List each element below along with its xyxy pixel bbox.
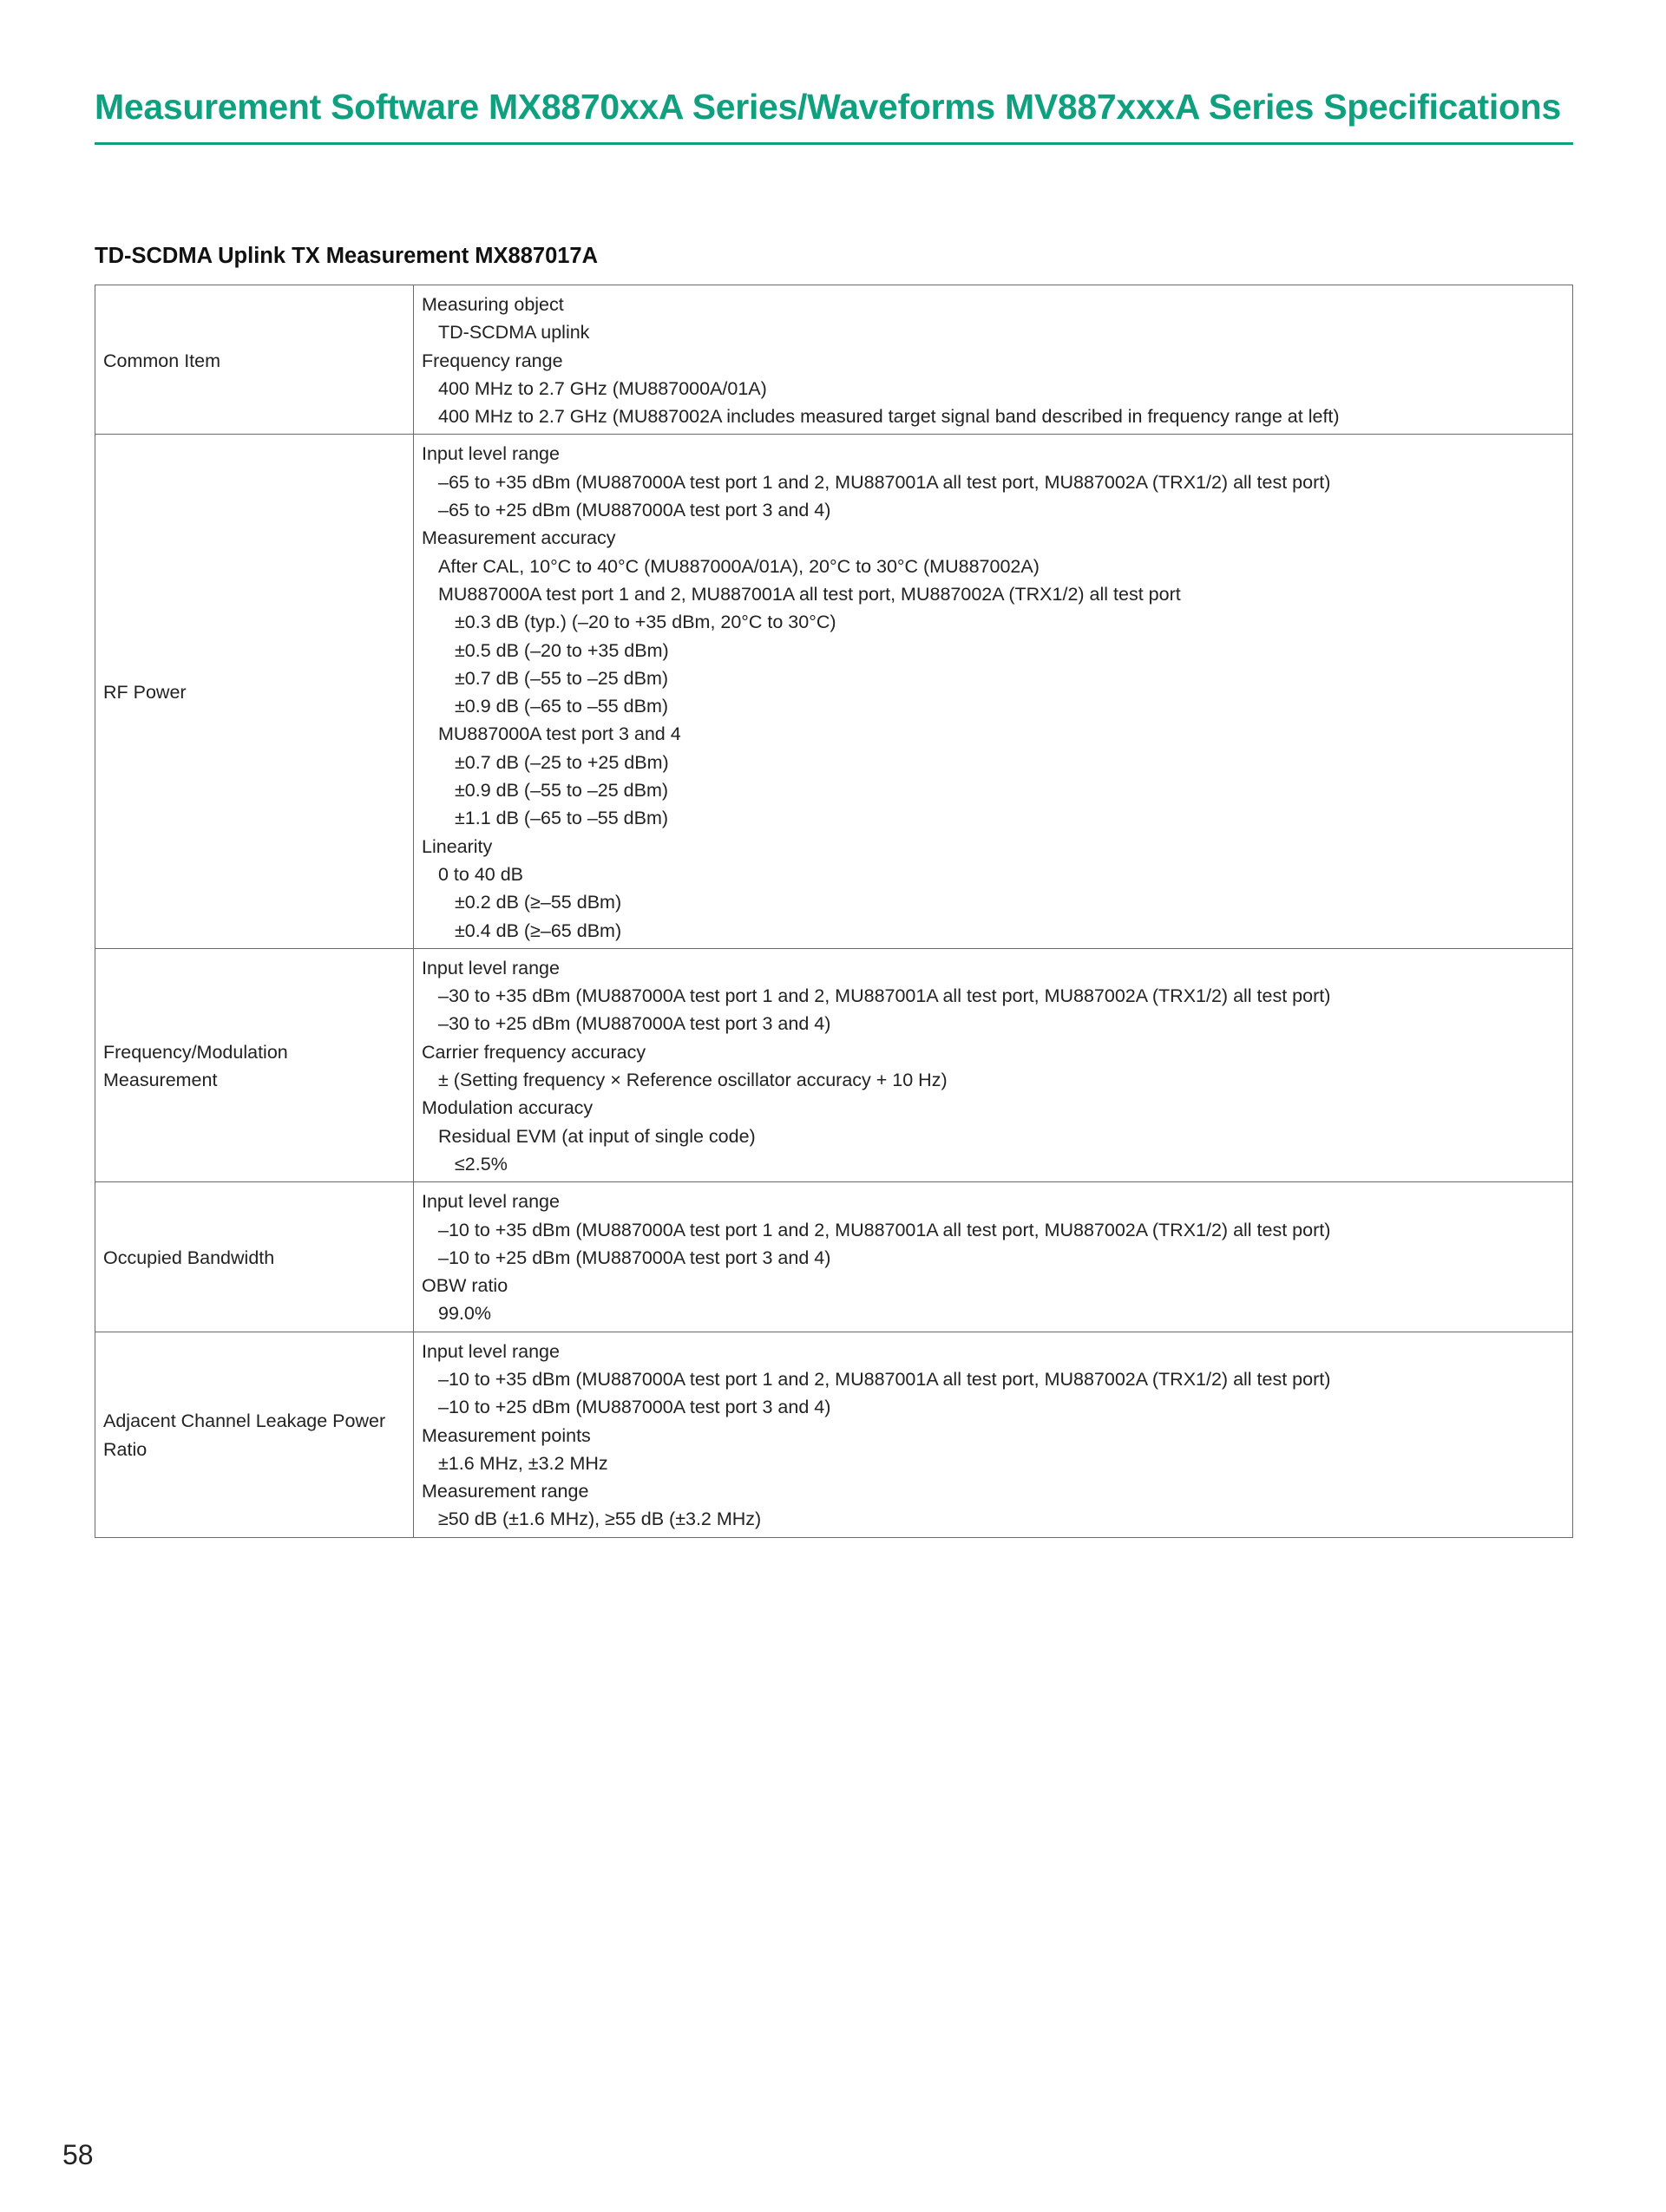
spec-value: ±1.6 MHz, ±3.2 MHz (438, 1452, 608, 1474)
table-row (95, 435, 1573, 948)
section-title: TD-SCDMA Uplink TX Measurement MX887017A (95, 244, 599, 268)
table-row (95, 285, 1573, 435)
table-row (95, 1182, 1573, 1332)
spec-value: –10 to +35 dBm (MU887000A test port 1 and 2, MU887001A all test port, MU887002A (TRX1/2) all test port) (438, 1368, 1331, 1390)
row-label: Adjacent Channel Leakage Power (103, 1410, 386, 1432)
row-spec-cell (414, 1332, 1573, 1537)
row-label-cell (95, 948, 414, 1181)
spec-heading: Input level range (422, 1191, 560, 1213)
spec-value: ±0.9 dB (–65 to –55 dBm) (455, 696, 669, 717)
spec-heading: Input level range (422, 957, 560, 978)
row-spec-cell (414, 948, 1573, 1181)
spec-value: ±0.3 dB (typ.) (–20 to +35 dBm, 20°C to 30°C) (455, 612, 836, 633)
spec-value: MU887000A test port 1 and 2, MU887001A all test port, MU887002A (TRX1/2) all test port (438, 583, 1181, 605)
spec-value: ±0.7 dB (–25 to +25 dBm) (455, 751, 669, 773)
row-label: Measurement (103, 1070, 218, 1091)
spec-value: ≥50 dB (±1.6 MHz), ≥55 dB (±3.2 MHz) (438, 1508, 762, 1530)
row-spec-cell (414, 435, 1573, 948)
spec-heading: Linearity (422, 835, 493, 857)
spec-value: ≤2.5% (455, 1153, 508, 1175)
spec-table (95, 285, 1573, 1538)
row-label-cell (95, 285, 414, 435)
row-label: Occupied Bandwidth (103, 1247, 275, 1268)
spec-value: ±0.5 dB (–20 to +35 dBm) (455, 639, 669, 661)
spec-value: ± (Setting frequency × Reference oscillator accuracy + 10 Hz) (438, 1070, 948, 1091)
row-label: Ratio (103, 1438, 148, 1460)
spec-value: 99.0% (438, 1303, 491, 1325)
spec-heading: Modulation accuracy (422, 1097, 594, 1119)
row-spec-cell (414, 1182, 1573, 1332)
row-label-cell (95, 435, 414, 948)
spec-value: ±0.9 dB (–55 to –25 dBm) (455, 780, 669, 802)
spec-heading: OBW ratio (422, 1275, 508, 1297)
spec-value: –30 to +25 dBm (MU887000A test port 3 and 4) (438, 1013, 831, 1035)
spec-value: Residual EVM (at input of single code) (438, 1125, 756, 1147)
spec-value: ±0.7 dB (–55 to –25 dBm) (455, 667, 669, 689)
spec-value: 400 MHz to 2.7 GHz (MU887000A/01A) (438, 377, 767, 399)
spec-value: –10 to +25 dBm (MU887000A test port 3 and 4) (438, 1247, 831, 1268)
spec-heading: Measurement range (422, 1481, 589, 1502)
spec-value: ±1.1 dB (–65 to –55 dBm) (455, 808, 669, 829)
row-label: RF Power (103, 682, 187, 703)
spec-value: 0 to 40 dB (438, 863, 524, 885)
row-label-cell (95, 1332, 414, 1537)
row-label: Common Item (103, 350, 221, 371)
spec-heading: Input level range (422, 1340, 560, 1362)
row-label-cell (95, 1182, 414, 1332)
spec-value: MU887000A test port 3 and 4 (438, 723, 681, 745)
spec-value: –10 to +25 dBm (MU887000A test port 3 and 4) (438, 1397, 831, 1418)
spec-heading: Measuring object (422, 294, 564, 315)
table-row (95, 1332, 1573, 1537)
spec-heading: Carrier frequency accuracy (422, 1041, 646, 1063)
title-divider (95, 142, 1573, 145)
spec-value: –65 to +35 dBm (MU887000A test port 1 and 2, MU887001A all test port, MU887002A (TRX1/2) all test port) (438, 471, 1331, 493)
spec-value: 400 MHz to 2.7 GHz (MU887002A includes measured target signal band described in frequency range at left) (438, 406, 1340, 428)
table-row (95, 948, 1573, 1181)
page-title: Measurement Software MX8870xxA Series/Waveforms MV887xxxA Series Specifications (95, 87, 1561, 127)
spec-value: ±0.4 dB (≥–65 dBm) (455, 919, 622, 941)
spec-value: TD-SCDMA uplink (438, 322, 590, 344)
spec-table-body (95, 285, 1573, 1538)
spec-heading: Frequency range (422, 350, 563, 371)
spec-value: –65 to +25 dBm (MU887000A test port 3 and 4) (438, 500, 831, 521)
spec-heading: Input level range (422, 443, 560, 465)
spec-value: –30 to +35 dBm (MU887000A test port 1 and 2, MU887001A all test port, MU887002A (TRX1/2) all test port) (438, 985, 1331, 1007)
row-spec-cell (414, 285, 1573, 435)
spec-value: After CAL, 10°C to 40°C (MU887000A/01A), 20°C to 30°C (MU887002A) (438, 555, 1040, 577)
row-label: Frequency/Modulation (103, 1041, 288, 1063)
spec-heading: Measurement accuracy (422, 527, 616, 549)
spec-value: ±0.2 dB (≥–55 dBm) (455, 892, 622, 913)
spec-heading: Measurement points (422, 1424, 591, 1446)
spec-value: –10 to +35 dBm (MU887000A test port 1 and 2, MU887001A all test port, MU887002A (TRX1/2) all test port) (438, 1219, 1331, 1240)
page-number: 58 (62, 2139, 94, 2170)
